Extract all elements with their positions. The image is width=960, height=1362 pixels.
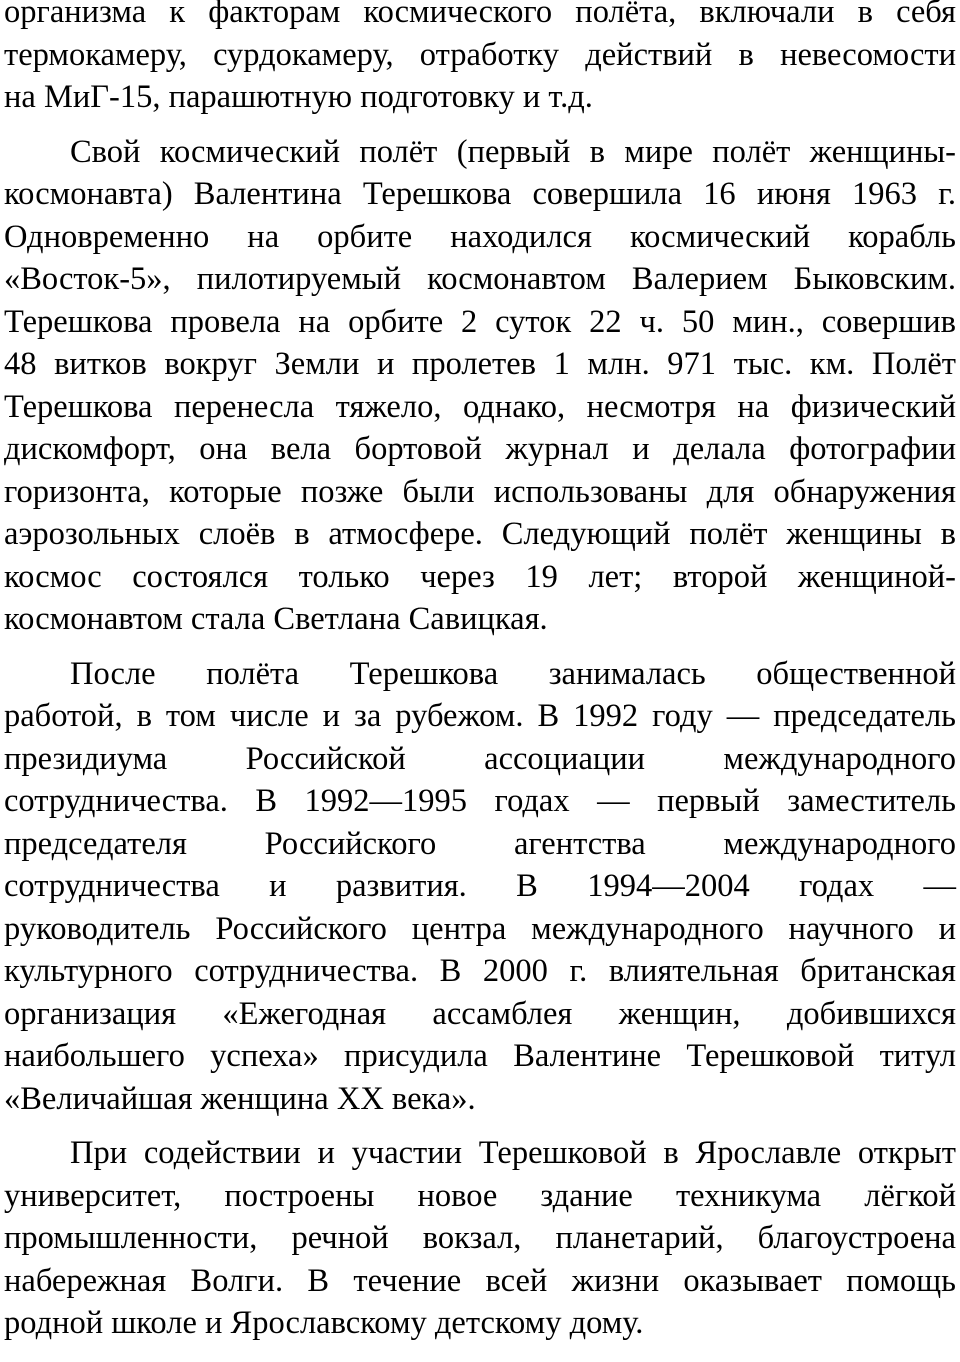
text-line: После полёта Терешкова занималась общественной bbox=[70, 655, 956, 692]
paragraph-gap bbox=[4, 641, 956, 653]
paragraph-4 bbox=[4, 1132, 956, 1345]
text-line: Одновременно на орбите находился космический корабль bbox=[4, 218, 956, 255]
text-line: наибольшего успеха» присудила Валентине Терешковой титул bbox=[4, 1038, 956, 1074]
text-line: набережная Волги. В течение всей жизни оказывает помощь bbox=[4, 1262, 956, 1299]
text-line: промышленности, речной вокзал, планетарий, благоустроена bbox=[4, 1220, 956, 1256]
text-line: руководитель Российского центра международного научного и bbox=[4, 910, 956, 947]
text-line: президиума Российской ассоциации международного bbox=[4, 740, 956, 777]
text-line: горизонта, которые позже были использованы для обнаружения bbox=[4, 473, 956, 510]
paragraph-gap bbox=[4, 119, 956, 131]
text-line: дискомфорт, она вела бортовой журнал и делала фотографии bbox=[4, 431, 956, 467]
text-line: 48 витков вокруг Земли и пролетев 1 млн. 971 тыс. км. Полёт bbox=[4, 346, 956, 382]
text-line: организация «Ежегодная ассамблея женщин, добившихся bbox=[4, 995, 956, 1032]
document-page bbox=[4, 0, 956, 1345]
text-line: университет, построены новое здание техникума лёгкой bbox=[4, 1177, 956, 1214]
paragraph-2 bbox=[4, 131, 956, 641]
text-line: председателя Российского агентства международного bbox=[4, 825, 956, 862]
text-line: Терешкова перенесла тяжело, однако, несмотря на физический bbox=[4, 388, 956, 425]
paragraph-3 bbox=[4, 653, 956, 1121]
text-line: космонавтом стала Светлана Савицкая. bbox=[4, 601, 548, 637]
text-line: сотрудничества. В 1992—1995 годах — первый заместитель bbox=[4, 783, 956, 819]
text-line: культурного сотрудничества. В 2000 г. влиятельная британская bbox=[4, 953, 956, 989]
text-line: аэрозольных слоёв в атмосфере. Следующий полёт женщины в bbox=[4, 516, 956, 552]
text-line: космос состоялся только через 19 лет; второй женщиной- bbox=[4, 558, 956, 595]
text-line: «Величайшая женщина XX века». bbox=[4, 1080, 476, 1117]
text-line: организма к факторам космического полёта, включали в себя bbox=[4, 0, 956, 30]
text-line: Терешкова провела на орбите 2 суток 22 ч. 50 мин., совершив bbox=[4, 303, 956, 340]
text-line: космонавта) Валентина Терешкова совершила 16 июня 1963 г. bbox=[4, 176, 956, 212]
text-line: термокамеру, сурдокамеру, отработку действий в невесомости bbox=[4, 36, 956, 73]
text-line: родной школе и Ярославскому детскому дому. bbox=[4, 1305, 644, 1341]
text-line: «Восток-5», пилотируемый космонавтом Валерием Быковским. bbox=[4, 261, 956, 297]
text-line: сотрудничества и развития. В 1994—2004 годах — bbox=[4, 868, 956, 904]
text-line: работой, в том числе и за рубежом. В 1992 году — председатель bbox=[4, 698, 956, 734]
paragraph-gap bbox=[4, 1120, 956, 1132]
text-line: При содействии и участии Терешковой в Ярославле открыт bbox=[70, 1135, 956, 1171]
paragraph-1 bbox=[4, 0, 956, 119]
text-line: на МиГ-15, парашютную подготовку и т.д. bbox=[4, 79, 593, 115]
text-line: Свой космический полёт (первый в мире полёт женщины- bbox=[70, 133, 956, 170]
